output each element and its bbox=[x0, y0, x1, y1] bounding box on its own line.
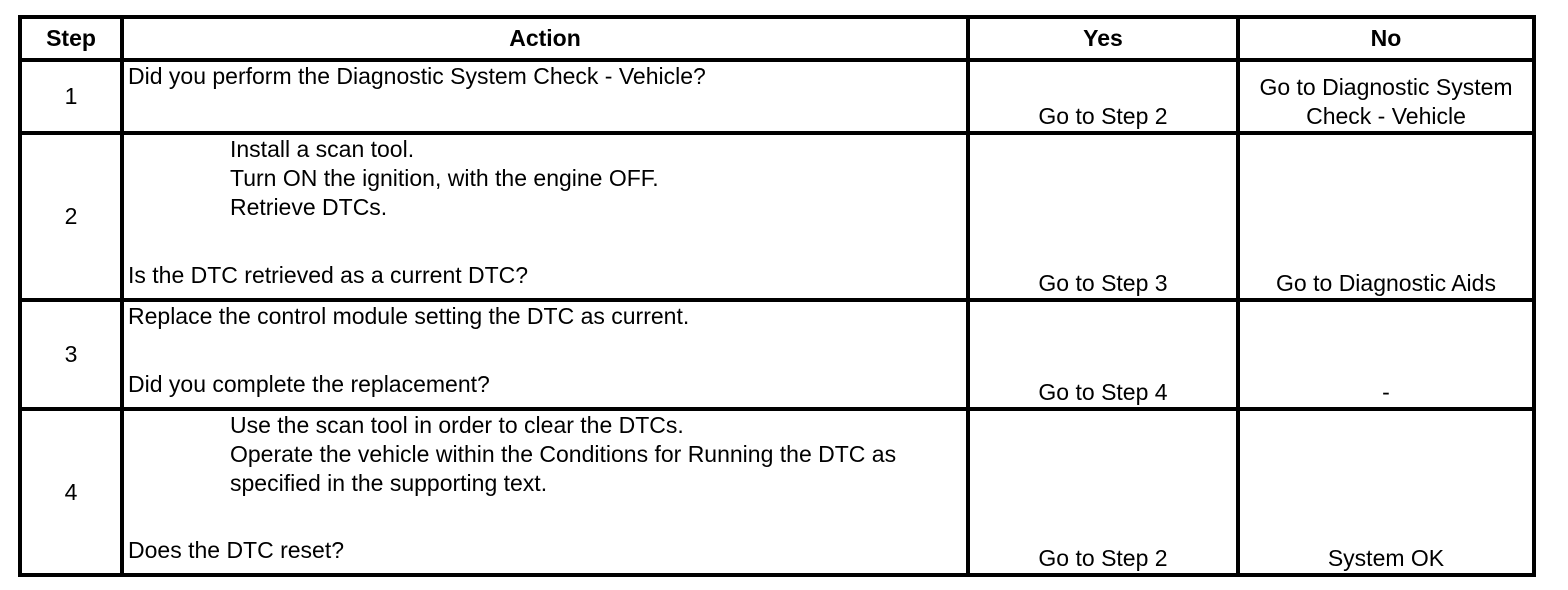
header-no: No bbox=[1238, 17, 1534, 60]
yes-cell: Go to Step 4 bbox=[968, 300, 1238, 409]
action-cell bbox=[122, 300, 968, 409]
action-step: Install a scan tool. bbox=[230, 136, 415, 162]
action-step: Turn ON the ignition, with the engine OFF. bbox=[230, 165, 659, 191]
action-step: Use the scan tool in order to clear the DTCs. bbox=[230, 412, 684, 438]
action-steps bbox=[128, 135, 962, 222]
action-cell bbox=[122, 409, 968, 575]
action-cell bbox=[122, 133, 968, 300]
yes-cell: Go to Step 2 bbox=[968, 409, 1238, 575]
header-row bbox=[20, 17, 1534, 60]
header-step: Step bbox=[20, 17, 122, 60]
header-yes: Yes bbox=[968, 17, 1238, 60]
step-number: 2 bbox=[20, 133, 122, 300]
yes-cell: Go to Step 2 bbox=[968, 60, 1238, 133]
no-cell bbox=[1238, 60, 1534, 133]
action-steps bbox=[128, 411, 962, 498]
table-row bbox=[20, 409, 1534, 575]
no-cell: Go to Diagnostic Aids bbox=[1238, 133, 1534, 300]
no-cell: - bbox=[1238, 300, 1534, 409]
action-question: Is the DTC retrieved as a current DTC? bbox=[128, 262, 529, 288]
action-question: Does the DTC reset? bbox=[128, 537, 345, 563]
action-step: specified in the supporting text. bbox=[230, 470, 548, 496]
step-number: 1 bbox=[20, 60, 122, 133]
action-cell bbox=[122, 60, 968, 133]
table-row bbox=[20, 60, 1534, 133]
table-row bbox=[20, 133, 1534, 300]
header-action: Action bbox=[122, 17, 968, 60]
table-row bbox=[20, 300, 1534, 409]
step-number: 3 bbox=[20, 300, 122, 409]
step-number: 4 bbox=[20, 409, 122, 575]
diagnostic-table bbox=[18, 15, 1536, 577]
action-step: Operate the vehicle within the Conditions for Running the DTC as bbox=[230, 441, 897, 467]
action-instruction: Replace the control module setting the DTC as current. bbox=[128, 303, 690, 329]
no-line: Go to Diagnostic System bbox=[1259, 74, 1513, 100]
action-question: Did you complete the replacement? bbox=[128, 371, 490, 397]
action-step: Retrieve DTCs. bbox=[230, 194, 388, 220]
no-cell: System OK bbox=[1238, 409, 1534, 575]
action-question: Did you perform the Diagnostic System Check - Vehicle? bbox=[128, 63, 706, 89]
no-line: Check - Vehicle bbox=[1306, 103, 1466, 129]
yes-cell: Go to Step 3 bbox=[968, 133, 1238, 300]
